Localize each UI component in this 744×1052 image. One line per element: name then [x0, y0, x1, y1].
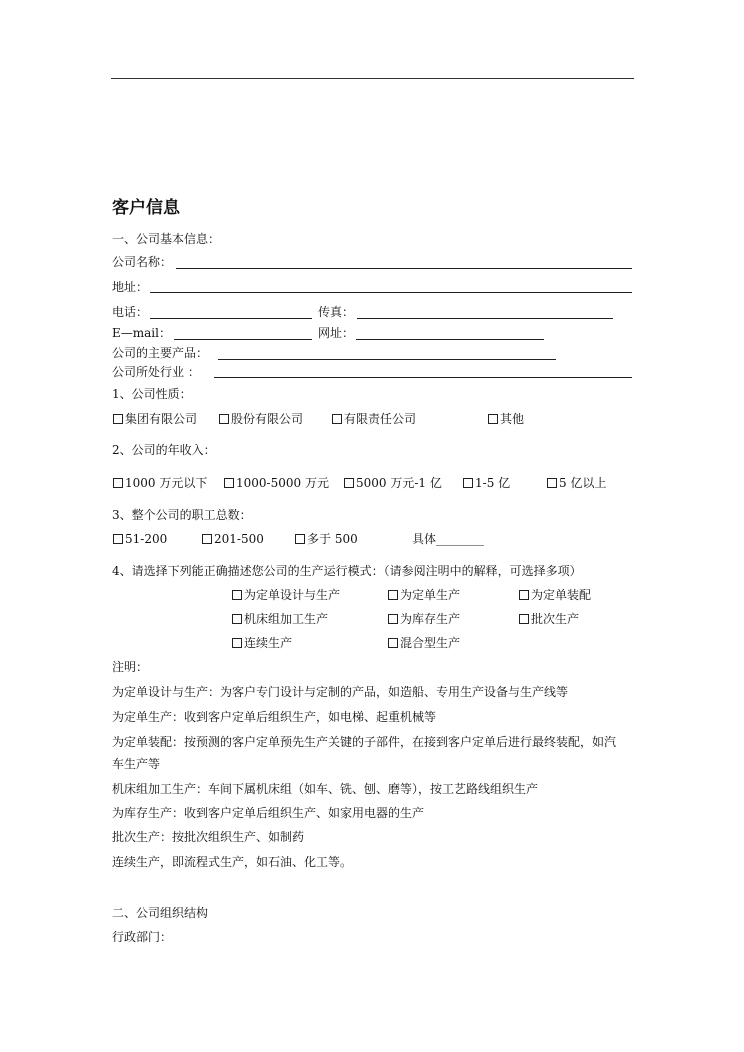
q2-option[interactable]: 1000 万元以下: [113, 476, 207, 490]
checkbox-icon: [113, 478, 123, 488]
q4-option[interactable]: 批次生产: [519, 612, 579, 626]
q1-option[interactable]: 集团有限公司: [113, 412, 197, 426]
note-line: 为定单设计与生产：为客户专门设计与定制的产品，如造船、专用生产设备与生产线等: [112, 685, 569, 699]
checkbox-icon: [388, 614, 398, 624]
address-field[interactable]: [150, 292, 632, 293]
checkbox-icon: [224, 478, 234, 488]
fax-label: 传真：: [318, 305, 355, 319]
checkbox-icon: [547, 478, 557, 488]
q1-option[interactable]: 其他: [488, 412, 524, 426]
checkbox-icon: [488, 414, 498, 424]
main-products-field[interactable]: [218, 359, 556, 360]
checkbox-icon: [113, 414, 123, 424]
checkbox-icon: [232, 638, 242, 648]
checkbox-icon: [232, 614, 242, 624]
checkbox-icon: [344, 478, 354, 488]
main-products-label: 公司的主要产品：: [112, 346, 209, 360]
note-line: 为库存生产：收到客户定单后组织生产、如家用电器的生产: [112, 806, 425, 820]
q2-label: 2、公司的年收入：: [112, 443, 216, 457]
note-line: 为定单装配：按预测的客户定单预先生产关键的子部件，在接到客户定单后进行最终装配，如汽: [112, 735, 617, 749]
q3-option[interactable]: 201-500: [202, 532, 264, 546]
note-line: 连续生产，即流程式生产，如石油、化工等。: [112, 855, 353, 869]
checkbox-icon: [232, 590, 242, 600]
q4-option[interactable]: 为定单生产: [388, 588, 460, 602]
note-line: 批次生产：按批次组织生产、如制药: [112, 830, 305, 844]
phone-label: 电话：: [112, 305, 149, 319]
q4-option[interactable]: 机床组加工生产: [232, 612, 328, 626]
checkbox-icon: [295, 534, 305, 544]
phone-field[interactable]: [150, 318, 312, 319]
q2-option[interactable]: 5000 万元-1 亿: [344, 476, 442, 490]
checkbox-icon: [463, 478, 473, 488]
q1-option[interactable]: 股份有限公司: [219, 412, 303, 426]
q3-label: 3、整个公司的职工总数：: [112, 508, 252, 522]
email-field[interactable]: [174, 339, 312, 340]
q3-specific[interactable]: 具体________: [412, 532, 485, 546]
checkbox-icon: [332, 414, 342, 424]
checkbox-icon: [388, 638, 398, 648]
checkbox-icon: [219, 414, 229, 424]
q2-option[interactable]: 1-5 亿: [463, 476, 510, 490]
checkbox-icon: [202, 534, 212, 544]
checkbox-icon: [519, 590, 529, 600]
q3-option[interactable]: 51-200: [113, 532, 167, 546]
note-line: 为定单生产：收到客户定单后组织生产，如电梯、起重机械等: [112, 710, 437, 724]
checkbox-icon: [113, 534, 123, 544]
q4-option[interactable]: 混合型生产: [388, 636, 460, 650]
page-title: 客户信息: [112, 198, 180, 218]
q1-label: 1、公司性质：: [112, 387, 192, 401]
note-line: 机床组加工生产：车间下属机床组（如车、铣、刨、磨等），按工艺路线组织生产: [112, 782, 539, 796]
q3-option[interactable]: 多于 500: [295, 532, 358, 546]
email-label: E—mail：: [112, 326, 171, 340]
q4-option[interactable]: 为定单装配: [519, 588, 591, 602]
company-name-field[interactable]: [176, 268, 632, 269]
header-rule: [111, 78, 634, 79]
q4-label: 4、请选择下列能正确描述您公司的生产运行模式：（请参阅注明中的解释，可选择多项）: [112, 564, 582, 578]
admin-dept-label: 行政部门：: [112, 930, 173, 944]
company-name-label: 公司名称：: [112, 255, 173, 269]
q4-option[interactable]: 为库存生产: [388, 612, 460, 626]
checkbox-icon: [388, 590, 398, 600]
q2-option[interactable]: 1000-5000 万元: [224, 476, 329, 490]
website-field[interactable]: [356, 339, 544, 340]
q2-option[interactable]: 5 亿以上: [547, 476, 606, 490]
notes-heading: 注明：: [112, 660, 149, 674]
section1-heading: 一、公司基本信息：: [112, 232, 221, 246]
q4-option[interactable]: 连续生产: [232, 636, 292, 650]
industry-label: 公司所处行业 ：: [112, 365, 200, 379]
industry-field[interactable]: [214, 377, 632, 378]
address-label: 地址：: [112, 280, 149, 294]
checkbox-icon: [519, 614, 529, 624]
fax-field[interactable]: [357, 318, 613, 319]
q4-option[interactable]: 为定单设计与生产: [232, 588, 340, 602]
q1-option[interactable]: 有限责任公司: [332, 412, 416, 426]
website-label: 网址：: [318, 326, 355, 340]
section2-heading: 二、公司组织结构: [112, 906, 209, 920]
note-line: 车生产等: [112, 757, 161, 771]
